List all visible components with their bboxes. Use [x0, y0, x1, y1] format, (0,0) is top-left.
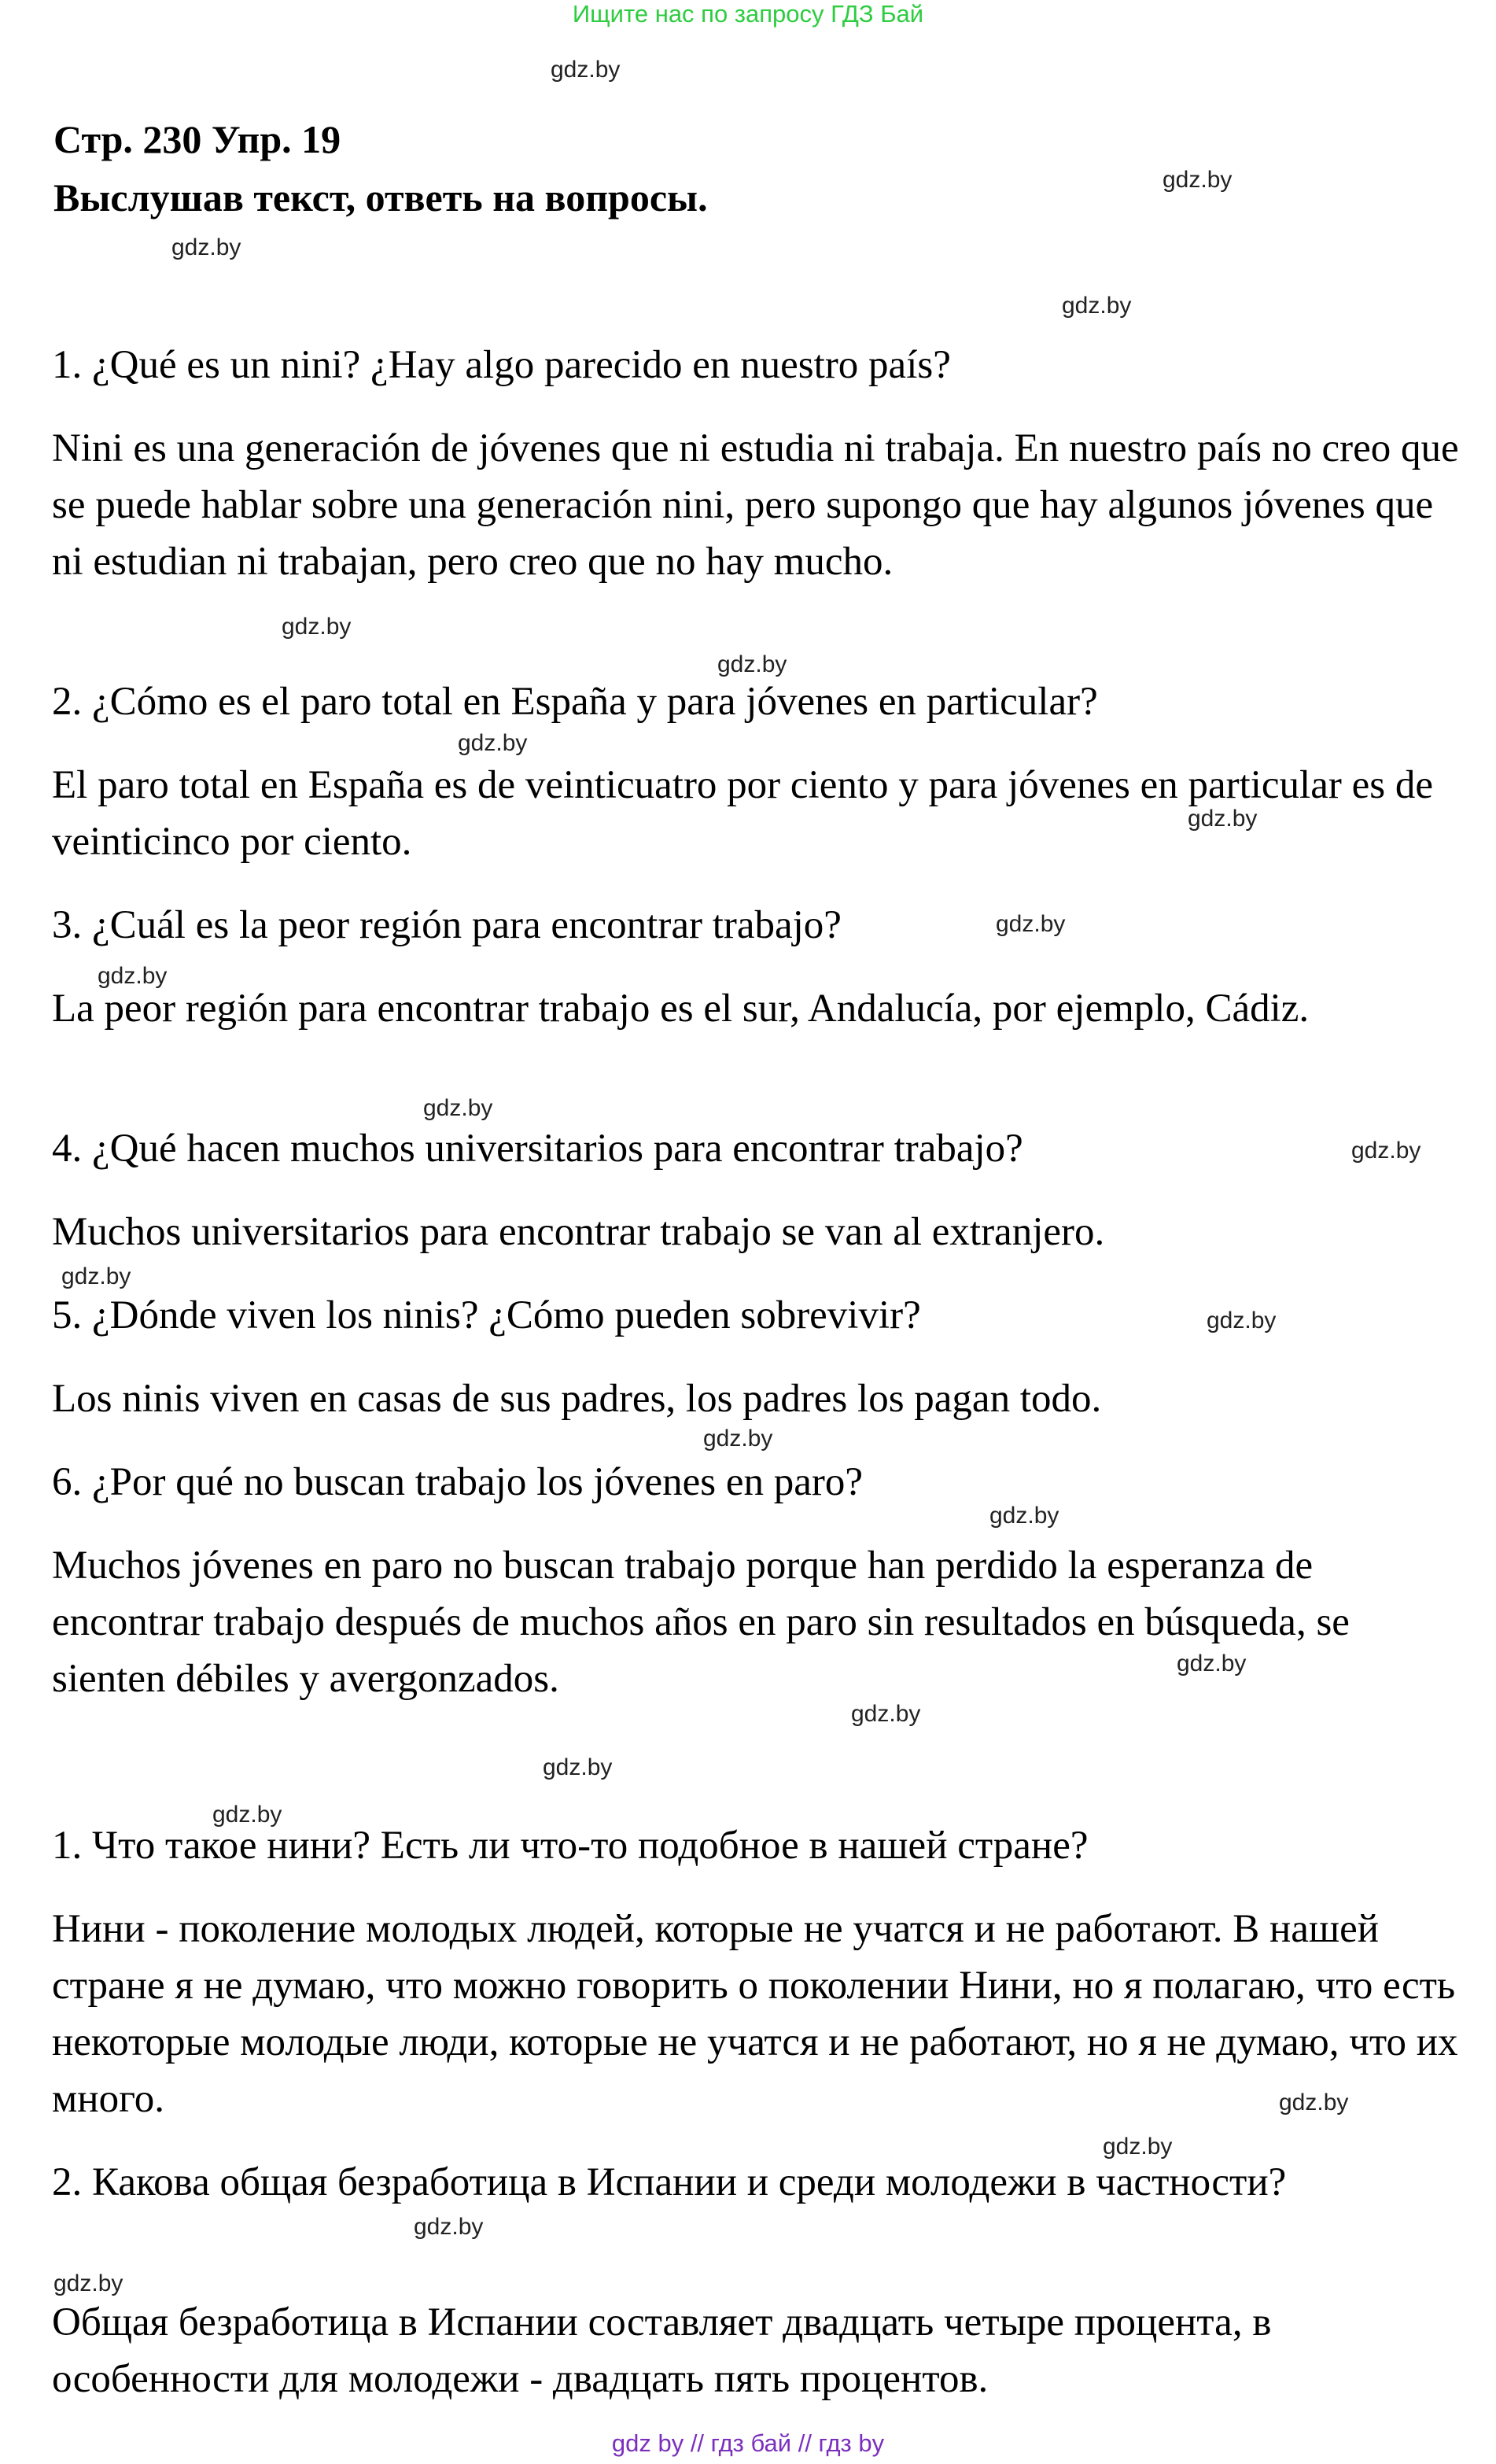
- watermark: gdz.by: [717, 651, 787, 677]
- watermark: gdz.by: [1177, 1651, 1247, 1676]
- watermark: gdz.by: [53, 2270, 123, 2296]
- watermark: gdz.by: [212, 1802, 282, 1828]
- es-answer-3: La peor región para encontrar trabajo es el sur, Andalucía, por ejemplo, Cádiz.: [52, 987, 1310, 1031]
- es-answer-1: Nini es una generación de jóvenes que ni estudia ni trabaja. En nuestro país no creo que se puede hablar sobre una generación nini, pero supongo que hay algunos jóvenes que ni estudian ni trabajan, pero creo que no hay mucho.: [52, 426, 1459, 584]
- watermark: gdz.by: [989, 1503, 1059, 1529]
- watermark: gdz.by: [1351, 1138, 1421, 1164]
- watermark: gdz.by: [703, 1426, 773, 1451]
- watermark: gdz.by: [414, 2214, 484, 2240]
- es-question-3: 3. ¿Cuál es la peor región para encontrar trabajo?: [52, 903, 842, 947]
- watermark: gdz.by: [1062, 293, 1132, 319]
- ru-question-2: 2. Какова общая безработица в Испании и среди молодежи в частности?: [52, 2160, 1287, 2204]
- search-banner: Ищите нас по запросу ГДЗ Бай: [572, 0, 924, 28]
- watermark: gdz.by: [1207, 1308, 1277, 1333]
- watermark: gdz.by: [458, 730, 528, 756]
- ru-answer-2: Общая безработица в Испании составляет двадцать четыре процента, в особенности для молодежи - двадцать пять процентов.: [52, 2300, 1272, 2401]
- es-question-5: 5. ¿Dónde viven los ninis? ¿Cómo pueden sobrevivir?: [52, 1293, 921, 1337]
- watermark: gdz.by: [1279, 2090, 1349, 2115]
- watermark: gdz.by: [1188, 806, 1258, 832]
- es-answer-2: El paro total en España es de veinticuatro por ciento y para jóvenes en particular es de veinticinco por ciento.: [52, 763, 1433, 864]
- es-question-1: 1. ¿Qué es un nini? ¿Hay algo parecido en nuestro país?: [52, 343, 951, 387]
- es-answer-4: Muchos universitarios para encontrar trabajo se van al extranjero.: [52, 1210, 1105, 1254]
- task-instruction: Выслушав текст, ответь на вопросы.: [53, 175, 708, 219]
- es-question-6: 6. ¿Por qué no buscan trabajo los jóvenes en paro?: [52, 1460, 864, 1504]
- watermark: gdz.by: [543, 1754, 613, 1780]
- watermark: gdz.by: [423, 1095, 493, 1121]
- page-title: Стр. 230 Упр. 19: [53, 117, 341, 161]
- watermark: gdz.by: [171, 234, 241, 260]
- watermark: gdz.by: [98, 963, 168, 989]
- es-question-4: 4. ¿Qué hacen muchos universitarios para encontrar trabajo?: [52, 1127, 1023, 1171]
- ru-answer-1: Нини - поколение молодых людей, которые не учатся и не работают. В нашей стране я не думаю, что можно говорить о поколении Нини, но я полагаю, что есть некоторые молодые люди, которые не учатся и не работают, но я не думаю, что их много.: [52, 1907, 1458, 2121]
- watermark: gdz.by: [282, 614, 352, 640]
- watermark: gdz.by: [1103, 2134, 1173, 2160]
- watermark: gdz.by: [61, 1263, 131, 1289]
- watermark: gdz.by: [851, 1701, 921, 1727]
- watermark: gdz.by: [551, 57, 621, 83]
- watermark: gdz.by: [996, 911, 1066, 937]
- site-footer: gdz by // гдз бай // гдз by: [611, 2429, 885, 2457]
- watermark: gdz.by: [1163, 167, 1233, 193]
- es-question-2: 2. ¿Cómo es el paro total en España y para jóvenes en particular?: [52, 680, 1098, 724]
- ru-question-1: 1. Что такое нини? Есть ли что-то подобное в нашей стране?: [52, 1824, 1089, 1868]
- es-answer-5: Los ninis viven en casas de sus padres, los padres los pagan todo.: [52, 1377, 1102, 1421]
- es-answer-6: Muchos jóvenes en paro no buscan trabajo porque han perdido la esperanza de encontrar trabajo después de muchos años en paro sin resultados en búsqueda, se sienten débiles y avergonzados.: [52, 1544, 1350, 1701]
